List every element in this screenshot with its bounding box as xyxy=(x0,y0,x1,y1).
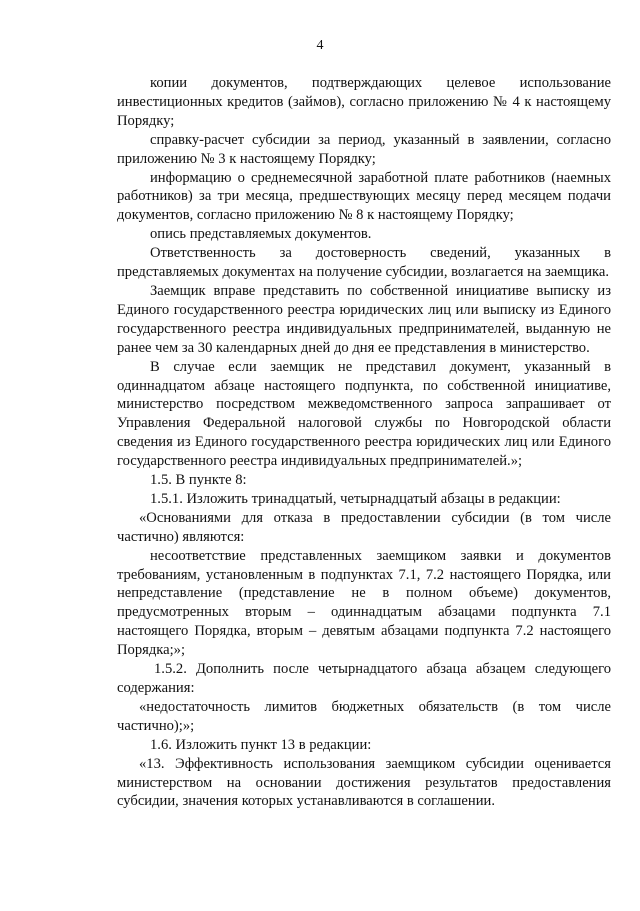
paragraph-salary-information: информацию о среднемесячной заработной плате работников (наемных работников) за три месяца, предшествующих месяцу перед месяцем подачи документов, согласно приложению № 8 к настоящему Порядку; xyxy=(117,169,611,224)
paragraph-registry-extract: Заемщик вправе представить по собственной инициативе выписку из Единого государственного реестра юридических лиц или выписку из Единого государственного реестра индивидуальных предпринимателей, выданную не ранее чем за 30 календарных дней до дня ее представления в министерство. xyxy=(117,282,611,356)
paragraph-effectiveness: «13. Эффективность использования заемщиком субсидии оценивается министерством на основании достижения результатов предоставления субсидии, значения которых устанавливаются в соглашении. xyxy=(117,755,611,810)
paragraph-document-inventory: опись представляемых документов. xyxy=(150,226,372,243)
paragraph-investment-documents: копии документов, подтверждающих целевое использование инвестиционных кредитов (займов), согласно приложению № 4 к настоящему Порядку; xyxy=(117,75,611,129)
paragraph-subsidy-calculation: справку-расчет субсидии за период, указанный в заявлении, согласно приложению № 3 к настоящему Порядку; xyxy=(117,131,611,167)
paragraph-item-1-6: 1.6. Изложить пункт 13 в редакции: xyxy=(150,736,372,753)
page-number: 4 xyxy=(316,38,324,53)
paragraph-item-1-5-2: 1.5.2. Дополнить после четырнадцатого абзаца абзацем следующего содержания: xyxy=(117,661,611,696)
paragraph-responsibility: Ответственность за достоверность сведений, указанных в представляемых документах на получение субсидии, возлагается на заемщика. xyxy=(117,245,611,281)
paragraph-refusal-grounds: «Основаниями для отказа в предоставлении субсидии (в том числе частично) являются: xyxy=(117,509,611,545)
document-body xyxy=(117,74,611,811)
paragraph-budget-limits: «недостаточность лимитов бюджетных обязательств (в том числе частично);»; xyxy=(117,698,611,734)
paragraph-noncompliance: несоответствие представленных заемщиком заявки и документов требованиям, установленным в подпунктах 7.1, 7.2 настоящего Порядка, или непредставление (представление не в полном объеме) документов, предусмотренных вторым – одиннадцатым абзацами подпункта 7.1 настоящего Порядка, вторым – девятым абзацами подпункта 7.2 настоящего Порядка;»; xyxy=(117,547,611,659)
paragraph-item-1-5-1: 1.5.1. Изложить тринадцатый, четырнадцатый абзацы в редакции: xyxy=(150,490,561,507)
paragraph-item-1-5: 1.5. В пункте 8: xyxy=(150,472,247,489)
paragraph-interagency-request: В случае если заемщик не представил документ, указанный в одиннадцатом абзаце настоящего подпункта, по собственной инициативе, министерство посредством межведомственного запроса запрашивает от Управления Федеральной налоговой службы по Новгородской области сведения из Единого государственного реестра юридических лиц или Единого государственного реестра индивидуальных предпринимателей.»; xyxy=(117,358,611,470)
